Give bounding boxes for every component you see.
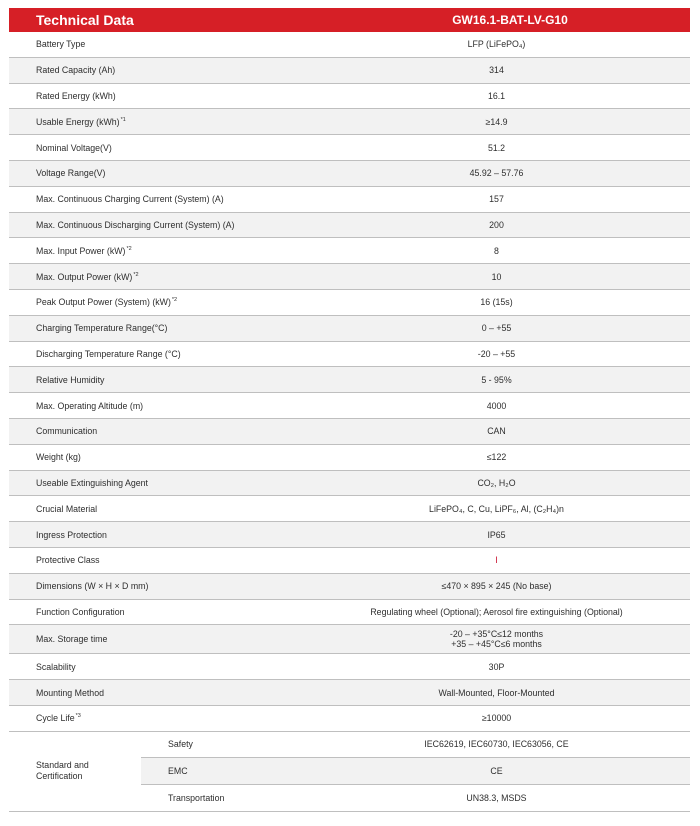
spec-label	[9, 220, 309, 230]
spec-label	[9, 349, 309, 359]
spec-value-line: +35 – +45°C≤6 months	[451, 639, 542, 650]
table-row	[9, 290, 690, 316]
table-row	[9, 625, 690, 654]
spec-label	[9, 272, 309, 282]
spec-label	[9, 91, 309, 101]
standards-item-value: UN38.3, MSDS	[466, 792, 527, 803]
table-row	[9, 342, 690, 368]
spec-label-text: Ingress Protection	[36, 529, 107, 540]
spec-label-text: Battery Type	[36, 39, 86, 50]
spec-label	[9, 634, 309, 644]
spec-label-text: Protective Class	[36, 555, 100, 566]
spec-label-text: Max. Continuous Charging Current (System) (A)	[36, 194, 224, 205]
spec-label-text: Useable Extinguishing Agent	[36, 477, 148, 488]
spec-label	[9, 194, 309, 204]
standards-item-label: Safety	[168, 739, 193, 750]
spec-value: 8	[494, 245, 499, 256]
spec-value: 16.1	[487, 90, 506, 101]
spec-value: Regulating wheel (Optional); Aerosol fire extinguishing (Optional)	[370, 606, 623, 617]
spec-label-text: Max. Output Power (kW)	[36, 271, 133, 282]
spec-label-text: Function Configuration	[36, 606, 125, 617]
spec-value: IP65	[487, 529, 506, 540]
standards-label-line: Standard and	[36, 760, 89, 771]
spec-value: ≤122	[486, 452, 507, 463]
spec-label-text: Scalability	[36, 661, 76, 672]
table-row	[9, 706, 690, 732]
standards-item-label: Transportation	[168, 792, 225, 803]
spec-value: 10	[491, 271, 502, 282]
spec-value: -20 – +55	[477, 348, 516, 359]
spec-label	[9, 39, 309, 49]
spec-value: 4000	[486, 400, 507, 411]
spec-label	[9, 401, 309, 411]
table-row	[9, 419, 690, 445]
table-row	[9, 84, 690, 110]
standards-row	[141, 732, 690, 759]
standards-section	[9, 732, 690, 813]
spec-value: ≥14.9	[485, 116, 508, 127]
spec-value: CAN	[487, 426, 506, 437]
table-row	[9, 654, 690, 680]
spec-label-text: Max. Operating Altitude (m)	[36, 400, 144, 411]
spec-label-text: Communication	[36, 426, 98, 437]
spec-label	[9, 426, 309, 436]
spec-label-text: Cycle Life	[36, 713, 75, 724]
table-row	[9, 680, 690, 706]
spec-label-text: Nominal Voltage(V)	[36, 142, 112, 153]
spec-value: ≥10000	[481, 713, 512, 724]
table-row	[9, 522, 690, 548]
spec-value: 314	[489, 65, 504, 76]
technical-data-table	[9, 8, 690, 812]
standards-item-label: EMC	[168, 765, 188, 776]
standards-item-value: IEC62619, IEC60730, IEC63056, CE	[424, 739, 569, 750]
spec-rows	[9, 32, 690, 732]
table-row	[9, 238, 690, 264]
spec-value: LFP (LiFePO₄)	[467, 39, 526, 50]
table-title: Technical Data	[36, 12, 134, 28]
spec-label	[9, 688, 309, 698]
spec-label-text: Crucial Material	[36, 503, 98, 514]
spec-label	[9, 530, 309, 540]
spec-label-text: Peak Output Power (System) (kW)	[36, 297, 171, 308]
spec-label	[9, 478, 309, 488]
spec-label	[9, 297, 309, 307]
spec-value: I	[495, 555, 498, 566]
standards-group-label	[9, 732, 141, 812]
standards-row	[141, 758, 690, 785]
table-row	[9, 316, 690, 342]
table-row	[9, 109, 690, 135]
spec-value: 200	[489, 219, 504, 230]
spec-value-line: -20 – +35°C≤12 months	[449, 629, 544, 640]
spec-value: 30P	[488, 661, 505, 672]
footnote-marker: *1	[120, 116, 126, 123]
spec-label	[9, 117, 309, 127]
standards-row	[141, 785, 690, 812]
table-row	[9, 496, 690, 522]
spec-label	[9, 452, 309, 462]
spec-label-text: Relative Humidity	[36, 374, 105, 385]
spec-value: 51.2	[487, 142, 506, 153]
footnote-marker: *3	[75, 713, 81, 720]
spec-label	[9, 375, 309, 385]
spec-value	[309, 629, 690, 649]
spec-label-text: Max. Storage time	[36, 634, 108, 645]
spec-label-text: Rated Energy (kWh)	[36, 90, 116, 101]
spec-label	[9, 323, 309, 333]
spec-label-text: Weight (kg)	[36, 452, 81, 463]
footnote-marker: *2	[126, 245, 132, 252]
spec-label	[9, 246, 309, 256]
spec-value: 45.92 – 57.76	[469, 168, 524, 179]
footnote-marker: *2	[171, 297, 178, 304]
standards-label-line: Certification	[36, 771, 83, 782]
spec-label	[9, 607, 309, 617]
spec-value: CO₂, H₂O	[477, 477, 516, 488]
table-row	[9, 187, 690, 213]
spec-label	[9, 581, 309, 591]
table-row	[9, 161, 690, 187]
spec-label-text: Usable Energy (kWh)	[36, 116, 120, 127]
footnote-marker: *2	[133, 271, 139, 278]
table-header	[9, 8, 690, 32]
spec-value: Wall-Mounted, Floor-Mounted	[438, 687, 555, 698]
spec-label-text: Dimensions (W × H × D mm)	[36, 581, 149, 592]
table-row	[9, 135, 690, 161]
table-row	[9, 213, 690, 239]
standards-item-value: CE	[490, 765, 503, 776]
standards-items	[141, 732, 690, 812]
spec-value: ≤470 × 895 × 245 (No base)	[441, 581, 552, 592]
spec-label	[9, 713, 309, 723]
spec-label-text: Charging Temperature Range(°C)	[36, 323, 168, 334]
spec-label	[9, 65, 309, 75]
spec-label	[9, 662, 309, 672]
table-row	[9, 574, 690, 600]
spec-value: 0 – +55	[481, 323, 512, 334]
spec-label-text: Mounting Method	[36, 687, 104, 698]
table-row	[9, 264, 690, 290]
table-row	[9, 393, 690, 419]
spec-label	[9, 168, 309, 178]
spec-label-text: Max. Continuous Discharging Current (System) (A)	[36, 219, 235, 230]
spec-label-text: Rated Capacity (Ah)	[36, 65, 116, 76]
table-row	[9, 58, 690, 84]
spec-label-text: Max. Input Power (kW)	[36, 245, 126, 256]
spec-label	[9, 143, 309, 153]
spec-value: 16 (15s)	[480, 297, 513, 308]
table-row	[9, 471, 690, 497]
model-name: GW16.1-BAT-LV-G10	[452, 13, 568, 27]
table-row	[9, 32, 690, 58]
spec-value: 157	[489, 194, 504, 205]
table-row	[9, 600, 690, 626]
spec-label	[9, 555, 309, 565]
spec-label-text: Discharging Temperature Range (°C)	[36, 348, 181, 359]
spec-label	[9, 504, 309, 514]
spec-label-text: Voltage Range(V)	[36, 168, 106, 179]
table-row	[9, 445, 690, 471]
spec-value: 5 - 95%	[481, 374, 512, 385]
table-row	[9, 367, 690, 393]
table-row	[9, 548, 690, 574]
spec-value: LiFePO₄, C, Cu, LiPF₆, Al, (C₂H₄)n	[429, 503, 564, 514]
